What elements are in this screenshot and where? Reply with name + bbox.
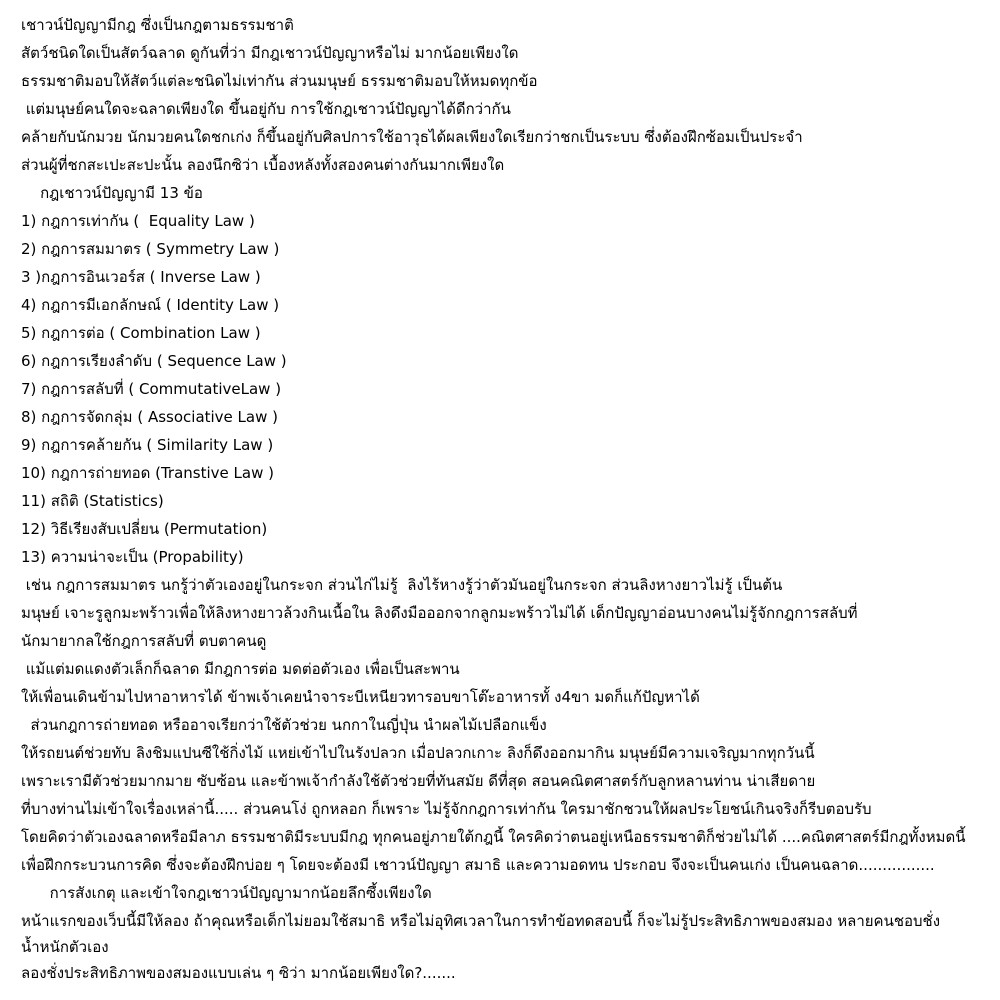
text-line: แต่มนุษย์คนใดจะฉลาดเพียงใด ขึ้นอยู่กับ การใช้กฎเชาวน์ปัญญาได้ดีกว่ากัน bbox=[21, 100, 511, 118]
text-line: มนุษย์ เจาะรูลูกมะพร้าวเพื่อให้ลิงหางยาวล้วงกินเนื้อใน ลิงดึงมือออกจากลูกมะพร้าวไม่ได้ เด็กปัญญาอ่อนบางคนไม่รู้จักกฎการสลับที่ bbox=[21, 604, 858, 622]
rule-list-item: 6) กฎการเรียงลำดับ ( Sequence Law ) bbox=[21, 352, 287, 370]
rule-list-item: 10) กฎการถ่ายทอด (Transtive Law ) bbox=[21, 464, 274, 482]
text-line: ให้เพื่อนเดินข้ามไปหาอาหารได้ ข้าพเจ้าเคยนำจาระบีเหนียวทารอบขาโต๊ะอาหารทั้ ง4ขา มดก็แก้ปัญหาได้ bbox=[21, 688, 700, 706]
text-line-intro-title: เชาวน์ปัญญามีกฎ ซึ่งเป็นกฎตามธรรมชาติ bbox=[21, 16, 294, 34]
text-line: โดยคิดว่าตัวเองฉลาดหรือมีลาภ ธรรมชาติมีระบบมีกฎ ทุกคนอยู่ภายใต้กฎนี้ ใครคิดว่าตนอยู่เหนือธรรมชาติก็ช่วยไม่ได้ ....คณิตศาสตร์มีกฎทั้งหมดนี้ bbox=[21, 828, 966, 846]
text-line: ธรรมชาติมอบให้สัตว์แต่ละชนิดไม่เท่ากัน ส่วนมนุษย์ ธรรมชาติมอบให้หมดทุกข้อ bbox=[21, 72, 538, 90]
text-line: คล้ายกับนักมวย นักมวยคนใดชกเก่ง ก็ขึ้นอยู่กับศิลปการใช้อาวุธได้ผลเพียงใดเรียกว่าชกเป็นระบบ ซึ่งต้องฝึกซ้อมเป็นประจำ bbox=[21, 128, 803, 146]
text-line: ส่วนผู้ที่ชกสะเปะสะปะนั้น ลองนึกซิว่า เบื้องหลังทั้งสองคนต่างกันมากเพียงใด bbox=[21, 156, 505, 174]
rule-list-item: 8) กฎการจัดกลุ่ม ( Associative Law ) bbox=[21, 408, 278, 426]
text-line: หน้าแรกของเว็บนี้มีให้ลอง ถ้าคุณหรือเด็กไม่ยอมใช้สมาธิ หรือไม่อุทิศเวลาในการทำข้อทดสอบนี้ ก็จะไม่รู้ประสิทธิภาพของสมอง หลายคนชอบชั่ง bbox=[21, 912, 941, 930]
rule-list-item: 13) ความน่าจะเป็น (Propability) bbox=[21, 548, 244, 566]
rule-list-item: 4) กฎการมีเอกลักษณ์ ( Identity Law ) bbox=[21, 296, 280, 314]
text-line: น้ำหนักตัวเอง bbox=[21, 938, 109, 956]
text-line: แม้แต่มดแดงตัวเล็กก็ฉลาด มีกฎการต่อ มดต่อตัวเอง เพื่อเป็นสะพาน bbox=[21, 660, 460, 678]
rule-list-item: 5) กฎการต่อ ( Combination Law ) bbox=[21, 324, 261, 342]
rule-list-item: 3 )กฎการอินเวอร์ส ( Inverse Law ) bbox=[21, 268, 261, 286]
rule-list-item: 9) กฎการคล้ายกัน ( Similarity Law ) bbox=[21, 436, 274, 454]
rule-list-item: 12) วิธีเรียงสับเปลี่ยน (Permutation) bbox=[21, 520, 268, 538]
text-line: สัตว์ชนิดใดเป็นสัตว์ฉลาด ดูกันที่ว่า มีกฎเชาวน์ปัญญาหรือไม่ มากน้อยเพียงใด bbox=[21, 44, 519, 62]
text-line: ให้รถยนต์ช่วยทับ ลิงชิมแปนซีใช้กิ่งไม้ แหย่เข้าไปในรังปลวก เมื่อปลวกเกาะ ลิงก็ดึงออกมากิน มนุษย์มีความเจริญมากทุกวันนี้ bbox=[21, 744, 815, 762]
rules-heading: กฎเชาวน์ปัญญามี 13 ข้อ bbox=[21, 184, 203, 202]
text-line: ที่บางท่านไม่เข้าใจเรื่องเหล่านี้..... ส่วนคนโง่ ถูกหลอก ก็เพราะ ไม่รู้จักกฎการเท่ากัน ใครมาชักชวนให้ผลประโยชน์เกินจริงก็รีบตอบรับ bbox=[21, 800, 872, 818]
article-body bbox=[0, 11, 1000, 987]
text-line: เพื่อฝึกกระบวนการคิด ซึ่งจะต้องฝึกบ่อย ๆ โดยจะต้องมี เชาวน์ปัญญา สมาธิ และความอดทน ประกอบ จึงจะเป็นคนเก่ง เป็นคนฉลาด................ bbox=[21, 856, 935, 874]
text-line: เพราะเรามีตัวช่วยมากมาย ซับซ้อน และข้าพเจ้ากำลังใช้ตัวช่วยที่ทันสมัย ดีที่สุด สอนคณิตศาสตร์กับลูกหลานท่าน น่าเสียดาย bbox=[21, 772, 816, 790]
rule-list-item: 1) กฎการเท่ากัน ( Equality Law ) bbox=[21, 212, 255, 230]
rule-list-item: 2) กฎการสมมาตร ( Symmetry Law ) bbox=[21, 240, 280, 258]
text-line: การสังเกตุ และเข้าใจกฎเชาวน์ปัญญามากน้อยลึกซึ้งเพียงใด bbox=[21, 884, 432, 902]
rule-list-item: 7) กฎการสลับที่ ( CommutativeLaw ) bbox=[21, 380, 282, 398]
text-line: ส่วนกฎการถ่ายทอด หรืออาจเรียกว่าใช้ตัวช่วย นกกาในญี่ปุ่น นำผลไม้เปลือกแข็ง bbox=[21, 716, 547, 734]
text-line: ลองชั่งประสิทธิภาพของสมองแบบเล่น ๆ ซิว่า มากน้อยเพียงใด?....... bbox=[21, 964, 456, 982]
text-line: นักมายากลใช้กฎการสลับที่ ตบตาคนดู bbox=[21, 632, 267, 650]
rule-list-item: 11) สถิติ (Statistics) bbox=[21, 492, 164, 510]
text-line: เช่น กฎการสมมาตร นกรู้ว่าตัวเองอยู่ในกระจก ส่วนไก่ไม่รู้ ลิงไร้หางรู้ว่าตัวมันอยู่ในกระจก ส่วนลิงหางยาวไม่รู้ เป็นต้น bbox=[21, 576, 783, 594]
